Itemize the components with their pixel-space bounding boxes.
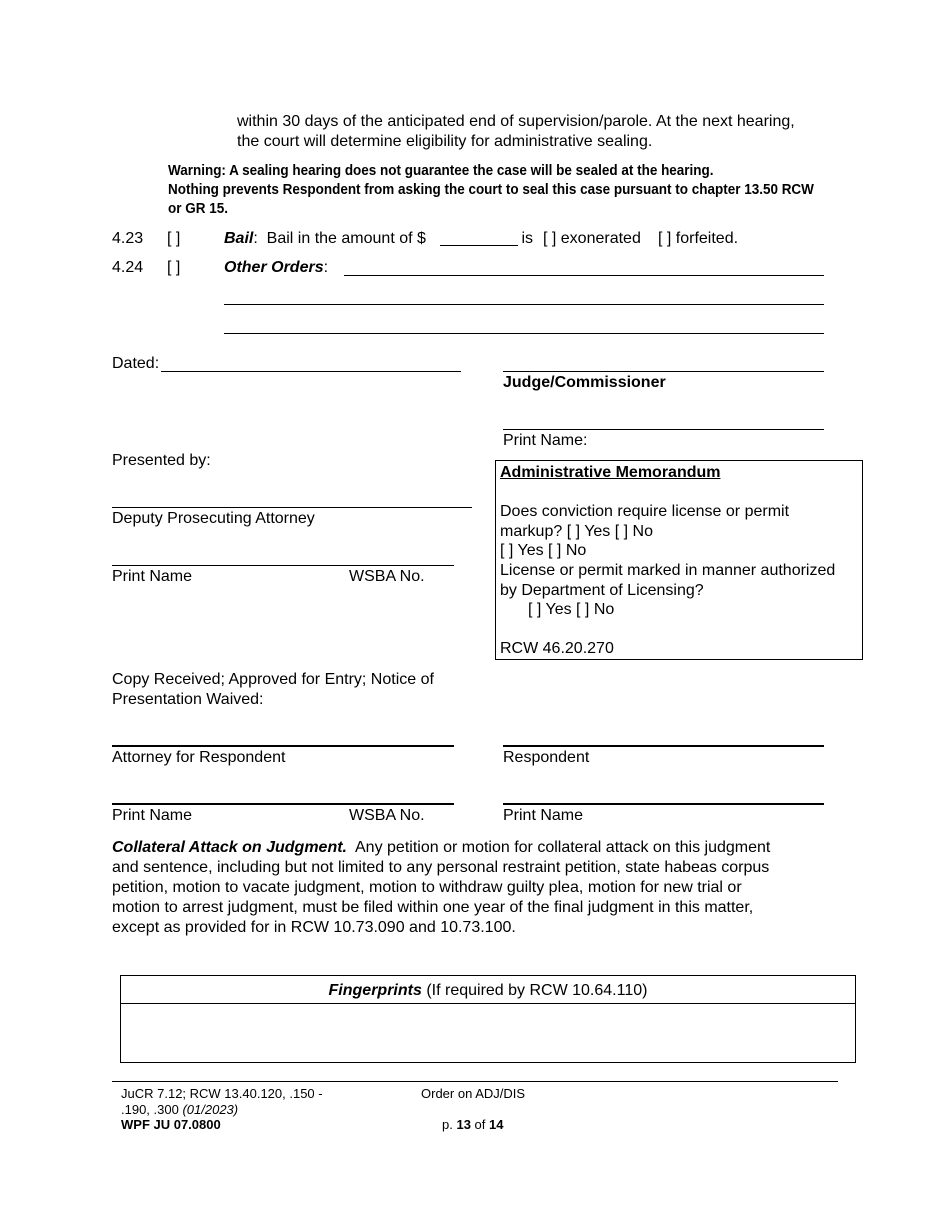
respondent-signature-line[interactable] — [503, 745, 824, 747]
footer-page-total: 14 — [489, 1117, 504, 1132]
deputy-print-name-line[interactable] — [112, 565, 454, 566]
bail-line — [224, 229, 426, 249]
dated-field[interactable] — [161, 371, 461, 372]
bail-is-text: is — [517, 230, 538, 247]
item-4-24-number: 4.24 — [112, 259, 144, 276]
item-4-24-checkbox[interactable]: [ ] — [167, 259, 181, 276]
other-orders-label: Other Orders — [224, 259, 324, 276]
attorney-print-name-label: Print Name — [112, 807, 193, 824]
other-orders-line-1[interactable] — [344, 275, 824, 276]
footer-revision-date: (01/2023) — [182, 1102, 239, 1117]
footer-page-number — [442, 1117, 503, 1133]
other-orders-colon: : — [323, 259, 329, 276]
presented-by-label: Presented by: — [112, 452, 211, 469]
collateral-line-4: motion to arrest judgment, must be filed within one year of the final judgment in this matter, — [112, 899, 754, 916]
fingerprints-box — [120, 975, 856, 1063]
memo-rcw: RCW 46.20.270 — [500, 640, 614, 658]
respondent-print-name-label: Print Name — [503, 807, 584, 824]
copy-received-line-2: Presentation Waived: — [112, 691, 264, 708]
bail-amount-field[interactable] — [440, 245, 518, 246]
other-orders-line-2[interactable] — [224, 304, 824, 305]
copy-received-line-1: Copy Received; Approved for Entry; Notice of — [112, 671, 434, 688]
memo-q1-answer[interactable]: [ ] Yes [ ] No — [500, 542, 587, 560]
footer-form-id: WPF JU 07.0800 — [121, 1117, 221, 1132]
intro-line-2: the court will determine eligibility for administrative sealing. — [237, 133, 653, 150]
attorney-print-name-line[interactable] — [112, 803, 454, 805]
warning-line-3: or GR 15. — [168, 201, 228, 217]
bail-label: Bail — [224, 230, 254, 247]
attorney-wsba-label: WSBA No. — [349, 807, 425, 824]
respondent-label: Respondent — [503, 749, 590, 766]
judge-label: Judge/Commissioner — [503, 374, 666, 391]
memo-q2-answer[interactable]: [ ] Yes [ ] No — [528, 601, 615, 619]
collateral-line-1: Any petition or motion for collateral attack on this judgment — [347, 839, 771, 856]
memo-q1-line-2[interactable]: markup? [ ] Yes [ ] No — [500, 522, 653, 540]
deputy-print-name-label: Print Name — [112, 568, 193, 585]
memo-title: Administrative Memorandum — [500, 464, 721, 481]
sealing-warning — [168, 162, 838, 219]
collateral-line-3: petition, motion to vacate judgment, motion to withdraw guilty plea, motion for new trial or — [112, 879, 742, 896]
judge-print-name-line[interactable] — [503, 429, 824, 430]
bail-forfeited-option[interactable]: [ ] forfeited. — [658, 230, 739, 247]
item-4-23-checkbox[interactable]: [ ] — [167, 230, 181, 247]
deputy-wsba-label: WSBA No. — [349, 568, 425, 585]
warning-line-1: Warning: A sealing hearing does not guarantee the case will be sealed at the hearing. — [168, 163, 714, 179]
footer-rule-citation — [121, 1086, 323, 1118]
attorney-label: Attorney for Respondent — [112, 749, 286, 766]
memo-q1-line-1: Does conviction require license or permit — [500, 503, 790, 521]
fingerprints-area[interactable] — [121, 1004, 855, 1062]
footer-page-prefix: p. — [442, 1117, 457, 1132]
fingerprints-note: (If required by RCW 10.64.110) — [421, 982, 648, 999]
collateral-line-2: and sentence, including but not limited to any personal restraint petition, state habeas corpus — [112, 859, 770, 876]
warning-line-2: Nothing prevents Respondent from asking the court to seal this case pursuant to chapter 13.50 RCW — [168, 182, 814, 198]
footer-rule-line-1: JuCR 7.12; RCW 13.40.120, .150 - — [121, 1086, 323, 1101]
bail-exonerated-option[interactable]: [ ] exonerated — [543, 230, 641, 247]
other-orders-line-3[interactable] — [224, 333, 824, 334]
judge-signature-line[interactable] — [503, 371, 824, 372]
memo-q2-line-2: by Department of Licensing? — [500, 581, 704, 599]
intro-text — [237, 112, 795, 152]
footer-page-of: of — [470, 1117, 490, 1132]
collateral-line-1-wrap — [112, 838, 832, 858]
bail-text: : Bail in the amount of $ — [253, 230, 426, 247]
deputy-signature-line[interactable] — [112, 507, 472, 508]
footer-divider — [112, 1081, 838, 1082]
dated-label: Dated: — [112, 355, 160, 372]
other-orders-label-wrap — [224, 258, 328, 278]
collateral-line-5: except as provided for in RCW 10.73.090 and 10.73.100. — [112, 919, 516, 936]
collateral-attack-paragraph — [112, 838, 832, 938]
copy-received-text — [112, 670, 434, 710]
item-4-23-number: 4.23 — [112, 230, 144, 247]
fingerprints-header — [121, 976, 855, 1004]
footer-form-title: Order on ADJ/DIS — [421, 1086, 526, 1101]
respondent-print-name-line[interactable] — [503, 803, 824, 805]
administrative-memorandum — [495, 460, 863, 660]
intro-line-1: within 30 days of the anticipated end of supervision/parole. At the next hearing, — [237, 113, 795, 130]
judge-print-name-label: Print Name: — [503, 432, 588, 449]
attorney-signature-line[interactable] — [112, 745, 454, 747]
collateral-title: Collateral Attack on Judgment. — [112, 839, 347, 856]
deputy-label: Deputy Prosecuting Attorney — [112, 510, 315, 527]
footer-rule-text: .190, .300 — [121, 1102, 183, 1117]
footer-rule-line-2 — [121, 1102, 323, 1118]
fingerprints-title: Fingerprints — [328, 982, 422, 999]
footer-page-current: 13 — [456, 1117, 471, 1132]
memo-q2-line-1: License or permit marked in manner authorized — [500, 561, 836, 579]
